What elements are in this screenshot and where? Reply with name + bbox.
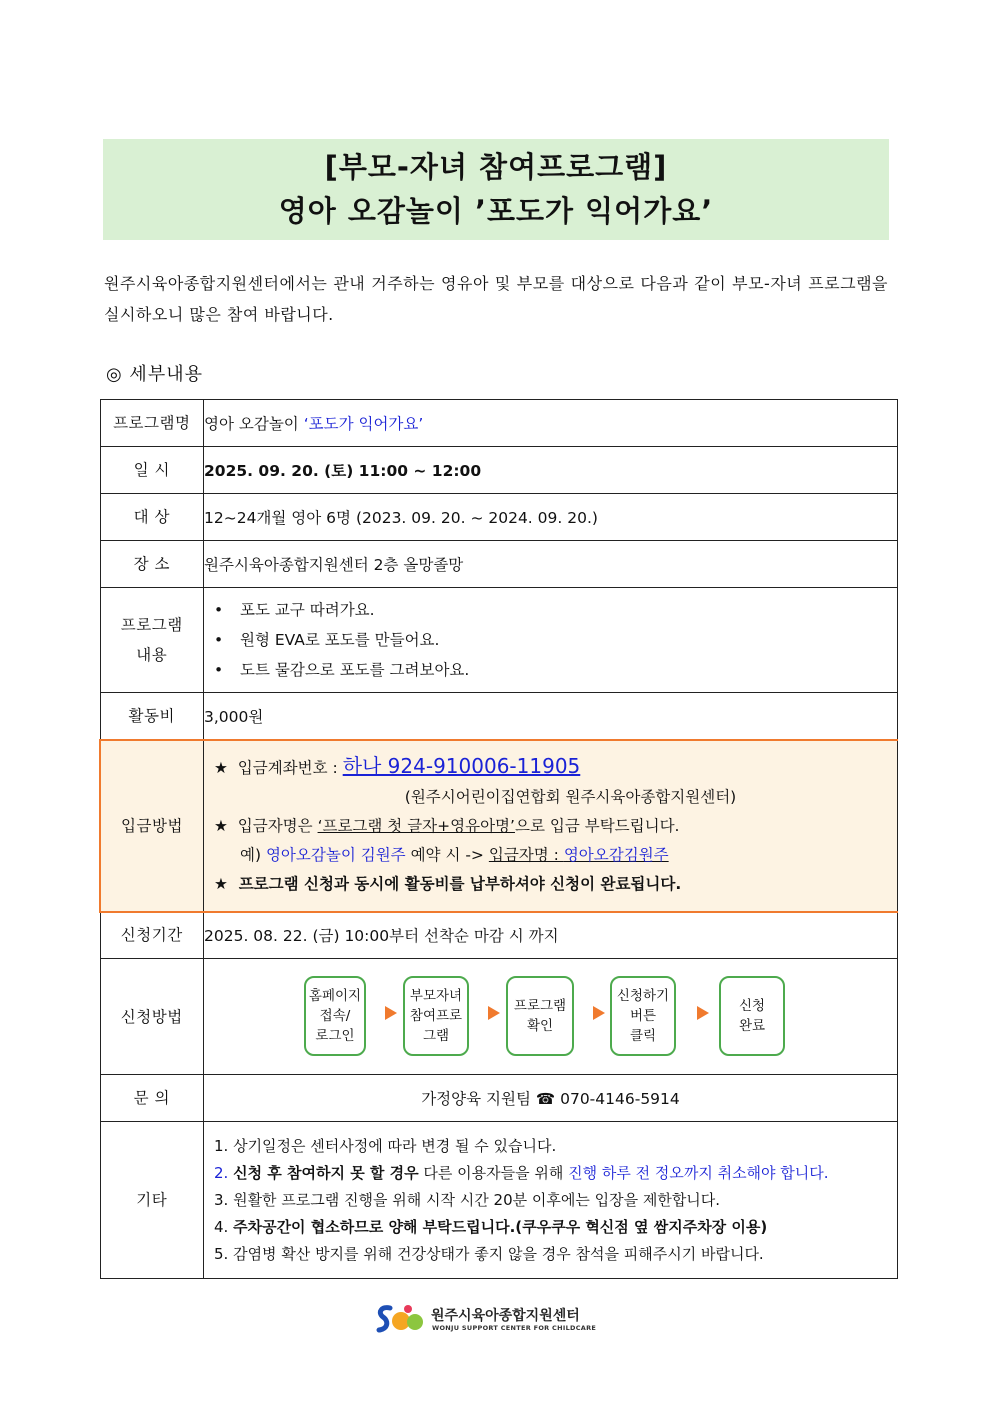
example-mid: 예약 시 -> (405, 846, 489, 864)
label-content-line2: 내용 (136, 646, 168, 664)
label-fee: 활동비 (100, 693, 204, 740)
content-item: • 포도 교구 따려가요. (214, 595, 897, 625)
star-icon: ★ (214, 817, 228, 835)
title-line-1: [부모-자녀 참여프로그램] (324, 150, 668, 184)
payment-account-line (204, 752, 897, 783)
account-label: 입금계좌번호 : (237, 759, 343, 777)
content-item: • 원형 EVA로 포도를 만들어요. (214, 625, 897, 655)
payment-notice-line (204, 870, 897, 899)
row-inquiry (100, 1075, 898, 1122)
payment-depositor-line (204, 812, 897, 841)
step-complete (719, 976, 785, 1056)
row-period (100, 912, 898, 959)
org-subtitle: WONJU SUPPORT CENTER FOR CHILDCARE (432, 1324, 597, 1332)
value-fee: 3,000원 (204, 693, 898, 740)
etc-line-3: 3. 원활한 프로그램 진행을 위해 시작 시간 20분 이후에는 입장을 제한합니다. (214, 1190, 721, 1209)
etc-line-5: 5. 감염병 확산 방지를 위해 건강상태가 좋지 않을 경우 참석을 피해주시기 바랍니다. (214, 1244, 764, 1263)
step-text: 완료 (738, 1018, 766, 1034)
payment-notice: 프로그램 신청과 동시에 활동비를 납부하셔야 신청이 완료됩니다. (238, 875, 682, 893)
step-confirm (506, 976, 574, 1056)
label-period: 신청기간 (100, 912, 204, 959)
arrow-right-icon (385, 1006, 397, 1020)
step-text: 신청하기 (616, 988, 670, 1004)
value-payment (204, 740, 898, 912)
title-banner (103, 139, 889, 240)
row-payment (100, 740, 898, 912)
etc-line-2-bold: 신청 후 참여하지 못 할 경우 (233, 1163, 419, 1182)
row-target (100, 494, 898, 541)
value-period: 2025. 08. 22. (금) 10:00부터 선착순 마감 시 까지 (204, 912, 898, 959)
value-program-name (204, 400, 898, 447)
program-name-text: 영아 오감놀이 (204, 415, 304, 433)
depositor-prefix: 입금자명은 (237, 817, 318, 835)
label-content (100, 588, 204, 693)
etc-line-2 (204, 1160, 897, 1187)
label-program-name: 프로그램명 (100, 400, 204, 447)
label-payment: 입금방법 (100, 740, 204, 912)
value-datetime: 2025. 09. 20. (토) 11:00 ~ 12:00 (204, 447, 898, 494)
step-text: 버튼 (629, 1008, 657, 1024)
row-content (100, 588, 898, 693)
program-name-highlight: ‘포도가 익어가요’ (303, 415, 424, 433)
org-name: 원주시육아종합지원센터 (431, 1308, 580, 1324)
account-holder: (원주시어린이집연합회 원주시육아종합지원센터) (404, 788, 737, 806)
step-login (304, 976, 366, 1056)
value-place: 원주시육아종합지원센터 2층 올망졸망 (204, 541, 898, 588)
account-number: 하나 924-910006-11905 (342, 754, 581, 778)
depositor-rule: ‘프로그램 첫 글자+영유아명’ (317, 817, 515, 835)
label-inquiry: 문 의 (100, 1075, 204, 1122)
example-program: 영아오감놀이 김원주 (265, 846, 406, 864)
label-datetime: 일 시 (100, 447, 204, 494)
label-content-line1: 프로그램 (120, 616, 183, 634)
step-text: 홈페이지 (308, 988, 362, 1004)
arrow-right-icon (697, 1006, 709, 1020)
step-text: 참여프로 (409, 1008, 463, 1024)
example-label-text: 입금자명 : (488, 846, 564, 864)
intro-paragraph: 원주시육아종합지원센터에서는 관내 거주하는 영유아 및 부모를 대상으로 다음과 같이 부모-자녀 프로그램을 실시하오니 많은 참여 바랍니다. (104, 274, 888, 324)
star-icon: ★ (214, 875, 228, 893)
etc-line-4-bold: 주차공간이 협소하므로 양해 부탁드립니다.(쿠우쿠우 혁신점 옆 쌈지주차장 이용) (233, 1217, 768, 1236)
step-text: 프로그램 (513, 998, 567, 1014)
etc-line-1: 1. 상기일정은 센터사정에 따라 변경 될 수 있습니다. (214, 1136, 557, 1155)
row-method (100, 959, 898, 1075)
value-content (204, 588, 898, 693)
step-text: 접속/ (319, 1008, 351, 1024)
star-icon: ★ (214, 759, 228, 777)
value-target: 12~24개월 영아 6명 (2023. 09. 20. ~ 2024. 09. 20.) (204, 494, 898, 541)
step-apply-button (610, 976, 676, 1056)
depositor-suffix: 으로 입금 부탁드립니다. (514, 817, 680, 835)
title-line-2: 영아 오감놀이 ’포도가 익어가요’ (278, 194, 714, 228)
label-method: 신청방법 (100, 959, 204, 1075)
value-method (204, 959, 898, 1075)
etc-line-2-mid: 다른 이용자들을 위해 (418, 1163, 569, 1182)
etc-line-2-num: 2. (214, 1163, 234, 1182)
step-text: 로그인 (315, 1028, 355, 1044)
section-heading: ◎ 세부내용 (106, 364, 203, 385)
row-etc (100, 1122, 898, 1279)
etc-line-2-blue: 진행 하루 전 정오까지 취소해야 합니다. (568, 1163, 829, 1182)
example-label (489, 846, 669, 864)
step-text: 그램 (422, 1028, 450, 1044)
row-place (100, 541, 898, 588)
etc-line-4-num: 4. (214, 1217, 234, 1236)
application-steps (204, 959, 897, 1074)
center-logo-icon (374, 1302, 428, 1336)
arrow-right-icon (593, 1006, 605, 1020)
row-program-name (100, 400, 898, 447)
label-place: 장 소 (100, 541, 204, 588)
step-text: 신청 (738, 998, 766, 1014)
step-program (403, 976, 469, 1056)
value-etc (204, 1122, 898, 1279)
row-fee (100, 693, 898, 740)
arrow-right-icon (488, 1006, 500, 1020)
example-prefix: 예) (240, 846, 266, 864)
content-item: • 도트 물감으로 포도를 그려보아요. (214, 655, 897, 685)
step-text: 클릭 (629, 1028, 657, 1044)
etc-line-4 (204, 1214, 897, 1241)
row-datetime (100, 447, 898, 494)
footer-logo (374, 1302, 604, 1336)
label-etc: 기타 (100, 1122, 204, 1279)
step-text: 확인 (526, 1018, 554, 1034)
example-name: 영아오감김원주 (563, 846, 669, 864)
label-target: 대 상 (100, 494, 204, 541)
step-text: 부모자녀 (409, 988, 463, 1004)
value-inquiry: 가정양육 지원팀 ☎ 070-4146-5914 (204, 1075, 898, 1122)
payment-example-line (204, 841, 897, 870)
details-table (99, 399, 898, 1279)
